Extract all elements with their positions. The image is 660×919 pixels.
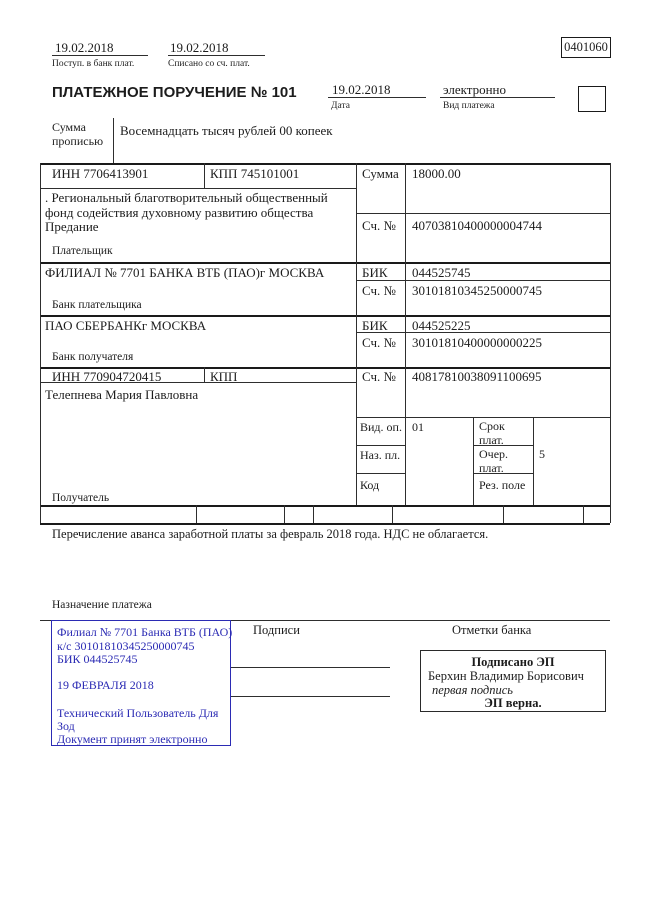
divider bbox=[204, 163, 205, 188]
divider bbox=[356, 213, 610, 214]
stamp-accepted-note: Документ принят электронно bbox=[57, 732, 208, 746]
divider bbox=[40, 523, 610, 525]
status-checkbox bbox=[578, 86, 606, 112]
stamp-date: 19 ФЕВРАЛЯ 2018 bbox=[57, 678, 154, 692]
priority-value: 5 bbox=[539, 447, 545, 461]
divider bbox=[284, 505, 285, 523]
received-date: 19.02.2018 bbox=[55, 40, 114, 55]
payer-inn: ИНН 7706413901 bbox=[52, 166, 149, 181]
received-date-label: Поступ. в банк плат. bbox=[52, 59, 135, 69]
payee-bank-account-value: 30101810400000000225 bbox=[412, 335, 542, 350]
purpose-section-label: Назначение платежа bbox=[52, 599, 152, 611]
divider bbox=[392, 505, 393, 523]
pay-purpose-label: Наз. пл. bbox=[360, 448, 401, 462]
date-label: Дата bbox=[331, 101, 350, 111]
stamp-user-line2: Зод bbox=[57, 719, 75, 733]
stamp-user-line1: Технический Пользователь Для bbox=[57, 706, 219, 720]
divider bbox=[52, 55, 148, 56]
payer-account-value: 40703810400000004744 bbox=[412, 218, 542, 233]
divider bbox=[204, 367, 205, 382]
divider bbox=[473, 417, 474, 505]
divider bbox=[40, 188, 356, 189]
payment-term-label: Срок плат. bbox=[479, 419, 505, 447]
op-type-value: 01 bbox=[412, 420, 424, 434]
payer-bank-account-label: Сч. № bbox=[362, 283, 396, 298]
amount-words-label: Сумма прописью bbox=[52, 120, 104, 148]
form-code: 0401060 bbox=[564, 40, 608, 54]
divider bbox=[356, 332, 610, 333]
divider bbox=[40, 163, 610, 165]
divider bbox=[113, 118, 114, 163]
signed-title: Подписано ЭП bbox=[471, 655, 555, 669]
debited-date: 19.02.2018 bbox=[170, 40, 229, 55]
payee-account-label: Сч. № bbox=[362, 369, 396, 384]
sum-value: 18000.00 bbox=[412, 166, 461, 181]
divider bbox=[583, 505, 584, 523]
payee-bank-name: ПАО СБЕРБАНКг МОСКВА bbox=[45, 318, 207, 333]
signature-line bbox=[231, 696, 390, 697]
payer-bank-bik-value: 044525745 bbox=[412, 265, 471, 280]
reserve-field-label: Рез. поле bbox=[479, 478, 526, 492]
divider bbox=[196, 505, 197, 523]
priority-label: Очер. плат. bbox=[479, 447, 509, 475]
divider bbox=[440, 97, 555, 98]
divider bbox=[356, 445, 405, 446]
divider bbox=[356, 163, 357, 505]
payer-bank-bik-label: БИК bbox=[362, 265, 388, 280]
payment-kind: электронно bbox=[443, 82, 507, 97]
divider bbox=[533, 417, 534, 505]
signer-name: Берхин Владимир Борисович bbox=[428, 669, 584, 683]
divider bbox=[40, 163, 41, 523]
bank-marks-header: Отметки банка bbox=[452, 623, 532, 637]
stamp-corr-account: к/с 30101810345250000745 bbox=[57, 639, 195, 653]
signature-valid-note: ЭП верна. bbox=[484, 696, 542, 710]
payee-inn: ИНН 770904720415 bbox=[52, 369, 162, 384]
sum-label: Сумма bbox=[362, 166, 399, 181]
signature-type: первая подпись bbox=[432, 683, 513, 697]
document-title: ПЛАТЕЖНОЕ ПОРУЧЕНИЕ № 101 bbox=[52, 84, 297, 101]
payment-purpose-text: Перечисление аванса заработной платы за февраль 2018 года. НДС не облагается. bbox=[52, 527, 489, 541]
signature-line bbox=[231, 667, 390, 668]
payee-kpp: КПП bbox=[210, 369, 238, 384]
stamp-bank-name: Филиал № 7701 Банка ВТБ (ПАО) bbox=[57, 625, 233, 639]
divider bbox=[503, 505, 504, 523]
divider bbox=[40, 505, 610, 507]
payer-name-line1: . Региональный благотворительный общественный bbox=[45, 190, 328, 205]
code-label: Код bbox=[360, 478, 380, 492]
payer-kpp: КПП 745101001 bbox=[210, 166, 300, 181]
divider bbox=[313, 505, 314, 523]
payer-name-line2: фонд содействия духовному развитию общества bbox=[45, 205, 314, 220]
divider bbox=[356, 473, 405, 474]
payer-bank-name: ФИЛИАЛ № 7701 БАНКА ВТБ (ПАО)г МОСКВА bbox=[45, 265, 325, 280]
payee-name: Телепнева Мария Павловна bbox=[45, 387, 199, 402]
divider bbox=[40, 262, 610, 264]
divider bbox=[328, 97, 426, 98]
payee-bank-bik-label: БИК bbox=[362, 318, 388, 333]
op-type-label: Вид. оп. bbox=[360, 420, 402, 434]
divider bbox=[168, 55, 265, 56]
divider bbox=[405, 163, 406, 505]
payer-account-label: Сч. № bbox=[362, 218, 396, 233]
document-date: 19.02.2018 bbox=[332, 82, 391, 97]
payment-kind-label: Вид платежа bbox=[443, 101, 495, 111]
payee-section-label: Получатель bbox=[52, 492, 110, 504]
divider bbox=[356, 417, 610, 418]
signed-by-box bbox=[420, 650, 606, 712]
payee-bank-section-label: Банк получателя bbox=[52, 351, 134, 363]
form-code-box bbox=[561, 37, 611, 58]
payee-account-value: 40817810038091100695 bbox=[412, 369, 542, 384]
payer-section-label: Плательщик bbox=[52, 245, 113, 257]
payee-bank-account-label: Сч. № bbox=[362, 335, 396, 350]
payer-bank-section-label: Банк плательщика bbox=[52, 299, 142, 311]
divider bbox=[610, 163, 611, 523]
signatures-header: Подписи bbox=[253, 623, 300, 637]
payer-name-line3: Предание bbox=[45, 219, 99, 234]
debited-date-label: Списано со сч. плат. bbox=[168, 59, 250, 69]
payee-bank-bik-value: 044525225 bbox=[412, 318, 471, 333]
divider bbox=[356, 280, 610, 281]
amount-words-value: Восемнадцать тысяч рублей 00 копеек bbox=[120, 123, 333, 138]
divider bbox=[40, 315, 610, 317]
stamp-bik: БИК 044525745 bbox=[57, 652, 138, 666]
payer-bank-account-value: 30101810345250000745 bbox=[412, 283, 542, 298]
bank-stamp-box bbox=[51, 620, 231, 746]
